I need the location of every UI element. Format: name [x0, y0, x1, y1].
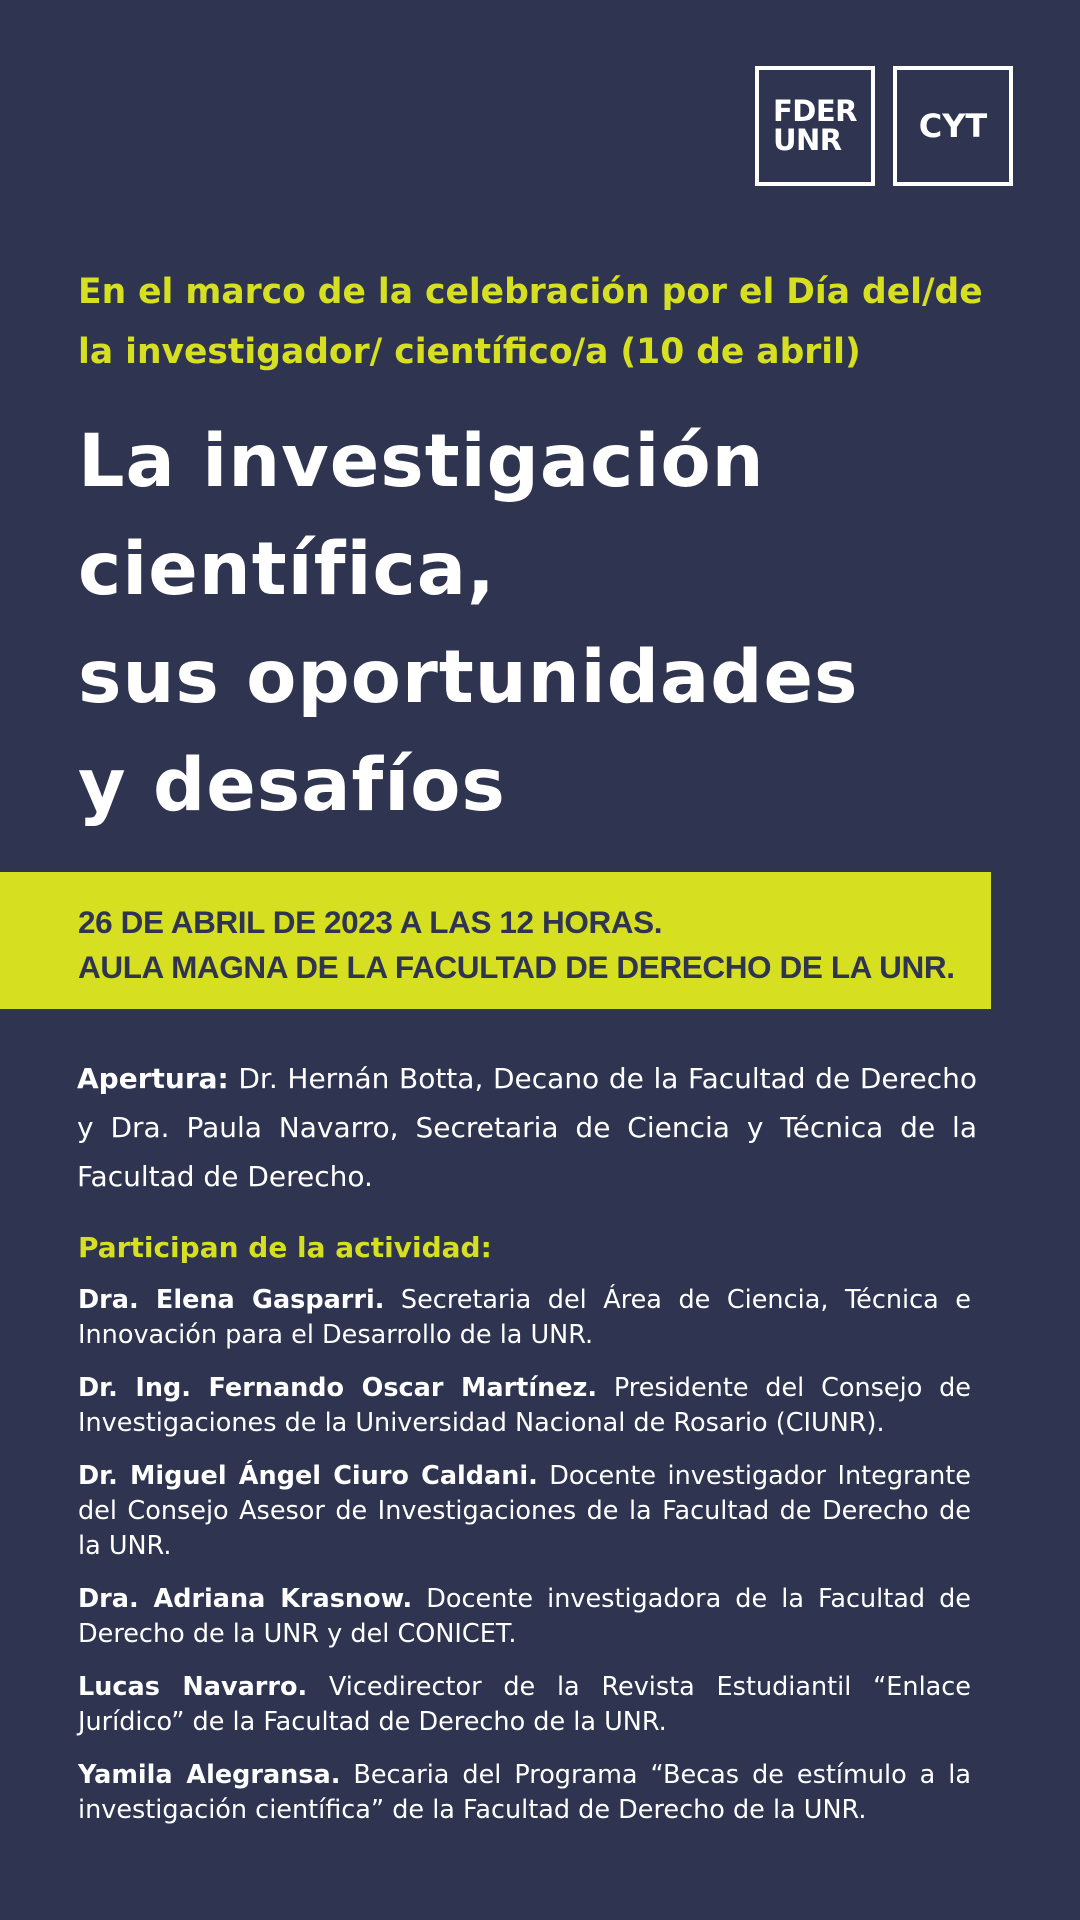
title-line: sus oportunidades: [78, 635, 859, 720]
opening-text: Dr. Hernán Botta, Decano de la Facultad de Derecho y Dra. Paula Navarro, Secretaria de Ciencia y Técnica de la Facultad de Derecho.: [77, 1062, 977, 1193]
participant-role: Docente investigadora de la Facultad de Derecho de la UNR y del CONICET.: [78, 1584, 971, 1649]
page-title: [78, 408, 1008, 840]
event-info-band: [0, 872, 991, 1009]
fder-unr-logo: [755, 66, 875, 186]
title-line: y desafíos: [78, 743, 506, 828]
participant-role: Becaria del Programa “Becas de estímulo a la investigación científica” de la Facultad de Derecho de la UNR.: [78, 1760, 971, 1825]
title-line: científica,: [78, 527, 496, 612]
participant-item: [78, 1283, 971, 1353]
participant-name: Dra. Adriana Krasnow.: [78, 1584, 413, 1614]
participant-item: [78, 1459, 971, 1564]
participant-item: [78, 1758, 971, 1828]
logos: [755, 66, 1013, 186]
participant-name: Dra. Elena Gasparri.: [78, 1285, 385, 1315]
participant-item: [78, 1670, 971, 1740]
participant-name: Dr. Ing. Fernando Oscar Martínez.: [78, 1373, 598, 1403]
participant-role: Vicedirector de la Revista Estudiantil “Enlace Jurídico” de la Facultad de Derecho de la UNR.: [78, 1672, 971, 1737]
event-place: AULA MAGNA DE LA FACULTAD DE DERECHO DE LA UNR.: [78, 949, 955, 985]
kicker-text: En el marco de la celebración por el Día del/de la investigador/ científico/a (10 de abril): [78, 272, 983, 372]
participant-role: Docente investigador Integrante del Consejo Asesor de Investigaciones de la Facultad de Derecho de la UNR.: [78, 1461, 971, 1561]
participants-heading: Participan de la actividad:: [78, 1231, 492, 1264]
participant-name: Yamila Alegransa.: [78, 1760, 341, 1790]
participant-role: Secretaria del Área de Ciencia, Técnica e Innovación para el Desarrollo de la UNR.: [78, 1285, 971, 1350]
participant-name: Dr. Miguel Ángel Ciuro Caldani.: [78, 1461, 538, 1491]
opening-label: Apertura:: [77, 1062, 229, 1095]
participant-role: Presidente del Consejo de Investigaciones de la Universidad Nacional de Rosario (CIUNR).: [78, 1373, 971, 1438]
title-line: La investigación: [78, 419, 765, 504]
fder-unr-logo-text: FDER UNR: [772, 94, 858, 157]
participant-item: [78, 1371, 971, 1441]
event-date: 26 DE ABRIL DE 2023 A LAS 12 HORAS.: [78, 904, 663, 940]
opening-paragraph: [77, 1054, 977, 1201]
cyt-logo: [893, 66, 1013, 186]
participant-name: Lucas Navarro.: [78, 1672, 308, 1702]
cyt-logo-text: CYT: [918, 106, 988, 145]
participant-item: [78, 1582, 971, 1652]
participants-list: [78, 1283, 971, 1846]
